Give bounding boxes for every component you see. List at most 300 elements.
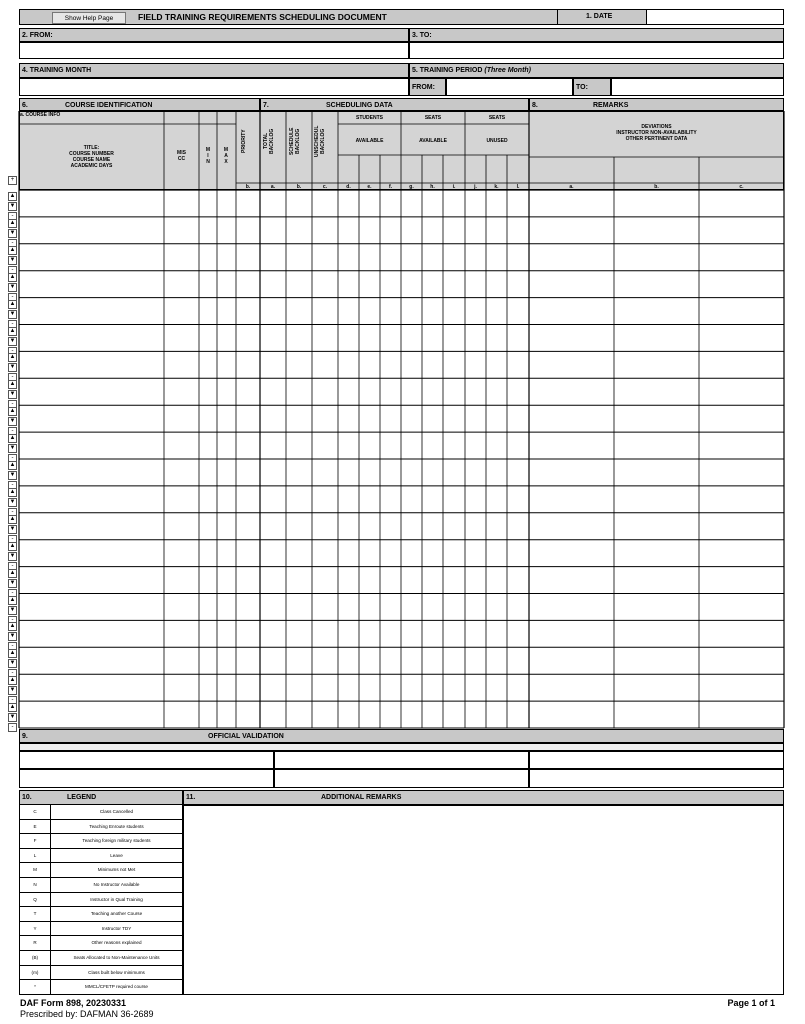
- row-cell[interactable]: [313, 299, 337, 324]
- row-cell[interactable]: [339, 621, 358, 646]
- row-cell[interactable]: [700, 541, 783, 566]
- move-row-up-button[interactable]: ▲: [9, 435, 16, 442]
- row-cell[interactable]: [530, 621, 613, 646]
- row-cell[interactable]: [218, 514, 235, 539]
- row-cell[interactable]: [165, 675, 198, 700]
- row-cell[interactable]: [615, 326, 698, 351]
- row-cell[interactable]: [530, 541, 613, 566]
- row-cell[interactable]: [444, 621, 464, 646]
- course-title-cell[interactable]: [20, 379, 163, 404]
- row-cell[interactable]: [508, 406, 528, 431]
- row-cell[interactable]: [530, 702, 613, 727]
- row-cell[interactable]: [218, 326, 235, 351]
- row-cell[interactable]: [165, 326, 198, 351]
- row-cell[interactable]: [444, 406, 464, 431]
- row-cell[interactable]: [165, 514, 198, 539]
- row-cell[interactable]: [339, 326, 358, 351]
- row-cell[interactable]: [615, 379, 698, 404]
- row-cell[interactable]: [261, 460, 285, 485]
- row-cell[interactable]: [700, 245, 783, 270]
- row-cell[interactable]: [339, 595, 358, 620]
- row-cell[interactable]: [339, 191, 358, 216]
- row-cell[interactable]: [700, 460, 783, 485]
- row-cell[interactable]: [530, 299, 613, 324]
- row-cell[interactable]: [530, 326, 613, 351]
- row-cell[interactable]: [444, 299, 464, 324]
- row-cell[interactable]: [200, 568, 216, 593]
- course-title-cell[interactable]: [20, 352, 163, 377]
- row-cell[interactable]: [237, 702, 259, 727]
- row-cell[interactable]: [200, 406, 216, 431]
- course-title-cell[interactable]: [20, 433, 163, 458]
- row-cell[interactable]: [218, 245, 235, 270]
- row-cell[interactable]: [218, 352, 235, 377]
- row-cell[interactable]: [444, 595, 464, 620]
- row-cell[interactable]: [487, 675, 506, 700]
- row-cell[interactable]: [360, 299, 379, 324]
- row-cell[interactable]: [218, 702, 235, 727]
- row-cell[interactable]: [261, 675, 285, 700]
- row-cell[interactable]: [165, 218, 198, 243]
- row-cell[interactable]: [700, 406, 783, 431]
- row-cell[interactable]: [402, 648, 421, 673]
- move-row-down-button[interactable]: ▼: [9, 687, 16, 694]
- row-cell[interactable]: [237, 326, 259, 351]
- row-cell[interactable]: [261, 379, 285, 404]
- move-row-up-button[interactable]: ▲: [9, 354, 16, 361]
- row-cell[interactable]: [530, 379, 613, 404]
- row-cell[interactable]: [339, 648, 358, 673]
- row-cell[interactable]: [261, 702, 285, 727]
- row-cell[interactable]: [165, 191, 198, 216]
- row-cell[interactable]: [360, 245, 379, 270]
- row-cell[interactable]: [313, 433, 337, 458]
- row-cell[interactable]: [402, 272, 421, 297]
- row-cell[interactable]: [200, 487, 216, 512]
- row-cell[interactable]: [615, 595, 698, 620]
- row-cell[interactable]: [381, 326, 400, 351]
- row-cell[interactable]: [313, 675, 337, 700]
- remove-row-button[interactable]: -: [8, 642, 17, 651]
- row-cell[interactable]: [466, 379, 485, 404]
- course-title-cell[interactable]: [20, 675, 163, 700]
- row-cell[interactable]: [402, 487, 421, 512]
- row-cell[interactable]: [381, 245, 400, 270]
- row-cell[interactable]: [237, 272, 259, 297]
- row-cell[interactable]: [466, 299, 485, 324]
- row-cell[interactable]: [487, 621, 506, 646]
- row-cell[interactable]: [360, 568, 379, 593]
- row-cell[interactable]: [466, 702, 485, 727]
- row-cell[interactable]: [339, 379, 358, 404]
- row-cell[interactable]: [700, 352, 783, 377]
- row-cell[interactable]: [423, 702, 442, 727]
- row-cell[interactable]: [237, 191, 259, 216]
- row-cell[interactable]: [218, 621, 235, 646]
- remove-row-button[interactable]: -: [8, 669, 17, 678]
- row-cell[interactable]: [423, 460, 442, 485]
- row-cell[interactable]: [218, 648, 235, 673]
- row-cell[interactable]: [200, 595, 216, 620]
- remove-row-button[interactable]: -: [8, 427, 17, 436]
- row-cell[interactable]: [381, 514, 400, 539]
- row-cell[interactable]: [313, 379, 337, 404]
- remove-row-button[interactable]: -: [8, 212, 17, 221]
- row-cell[interactable]: [530, 568, 613, 593]
- validation-field-2b[interactable]: [274, 769, 529, 788]
- row-cell[interactable]: [487, 326, 506, 351]
- row-cell[interactable]: [381, 541, 400, 566]
- row-cell[interactable]: [466, 218, 485, 243]
- row-cell[interactable]: [615, 702, 698, 727]
- row-cell[interactable]: [402, 702, 421, 727]
- row-cell[interactable]: [200, 218, 216, 243]
- row-cell[interactable]: [287, 568, 311, 593]
- row-cell[interactable]: [218, 568, 235, 593]
- move-row-down-button[interactable]: ▼: [9, 445, 16, 452]
- move-row-up-button[interactable]: ▲: [9, 542, 16, 549]
- row-cell[interactable]: [313, 191, 337, 216]
- row-cell[interactable]: [287, 191, 311, 216]
- row-cell[interactable]: [200, 299, 216, 324]
- row-cell[interactable]: [313, 245, 337, 270]
- row-cell[interactable]: [402, 406, 421, 431]
- move-row-down-button[interactable]: ▼: [9, 337, 16, 344]
- row-cell[interactable]: [700, 675, 783, 700]
- row-cell[interactable]: [165, 272, 198, 297]
- move-row-up-button[interactable]: ▲: [9, 596, 16, 603]
- row-cell[interactable]: [508, 568, 528, 593]
- row-cell[interactable]: [237, 299, 259, 324]
- course-title-cell[interactable]: [20, 460, 163, 485]
- row-cell[interactable]: [200, 702, 216, 727]
- row-cell[interactable]: [508, 702, 528, 727]
- move-row-down-button[interactable]: ▼: [9, 472, 16, 478]
- move-row-up-button[interactable]: ▲: [9, 462, 16, 468]
- row-cell[interactable]: [237, 595, 259, 620]
- row-cell[interactable]: [402, 245, 421, 270]
- row-cell[interactable]: [487, 352, 506, 377]
- course-title-cell[interactable]: [20, 406, 163, 431]
- row-cell[interactable]: [444, 218, 464, 243]
- row-cell[interactable]: [615, 433, 698, 458]
- row-cell[interactable]: [615, 514, 698, 539]
- row-cell[interactable]: [530, 460, 613, 485]
- course-title-cell[interactable]: [20, 272, 163, 297]
- row-cell[interactable]: [508, 379, 528, 404]
- course-title-cell[interactable]: [20, 218, 163, 243]
- row-cell[interactable]: [200, 352, 216, 377]
- row-cell[interactable]: [287, 595, 311, 620]
- row-cell[interactable]: [313, 541, 337, 566]
- row-cell[interactable]: [218, 191, 235, 216]
- row-cell[interactable]: [487, 379, 506, 404]
- row-cell[interactable]: [615, 460, 698, 485]
- row-cell[interactable]: [444, 675, 464, 700]
- row-cell[interactable]: [402, 595, 421, 620]
- row-cell[interactable]: [402, 299, 421, 324]
- row-cell[interactable]: [218, 379, 235, 404]
- row-cell[interactable]: [444, 487, 464, 512]
- row-cell[interactable]: [487, 487, 506, 512]
- move-row-down-button[interactable]: ▼: [9, 203, 16, 209]
- row-cell[interactable]: [423, 406, 442, 431]
- row-cell[interactable]: [423, 568, 442, 593]
- row-cell[interactable]: [200, 272, 216, 297]
- row-cell[interactable]: [508, 433, 528, 458]
- row-cell[interactable]: [218, 595, 235, 620]
- row-cell[interactable]: [615, 487, 698, 512]
- row-cell[interactable]: [287, 433, 311, 458]
- row-cell[interactable]: [423, 326, 442, 351]
- move-row-down-button[interactable]: ▼: [9, 633, 16, 640]
- row-cell[interactable]: [423, 433, 442, 458]
- move-row-down-button[interactable]: ▼: [9, 525, 16, 532]
- row-cell[interactable]: [360, 433, 379, 458]
- row-cell[interactable]: [508, 352, 528, 377]
- move-row-up-button[interactable]: ▲: [9, 273, 16, 280]
- row-cell[interactable]: [615, 245, 698, 270]
- row-cell[interactable]: [313, 352, 337, 377]
- row-cell[interactable]: [402, 326, 421, 351]
- remove-row-button[interactable]: -: [8, 454, 17, 463]
- row-cell[interactable]: [287, 299, 311, 324]
- move-row-up-button[interactable]: ▲: [9, 569, 16, 576]
- row-cell[interactable]: [487, 218, 506, 243]
- row-cell[interactable]: [423, 379, 442, 404]
- move-row-up-button[interactable]: ▲: [9, 650, 16, 657]
- row-cell[interactable]: [339, 406, 358, 431]
- move-row-up-button[interactable]: ▲: [9, 704, 16, 711]
- row-cell[interactable]: [466, 487, 485, 512]
- remove-row-button[interactable]: -: [8, 481, 17, 490]
- course-title-cell[interactable]: [20, 326, 163, 351]
- row-cell[interactable]: [261, 595, 285, 620]
- row-cell[interactable]: [530, 272, 613, 297]
- row-cell[interactable]: [487, 648, 506, 673]
- row-cell[interactable]: [381, 379, 400, 404]
- row-cell[interactable]: [487, 568, 506, 593]
- row-cell[interactable]: [423, 218, 442, 243]
- row-cell[interactable]: [530, 514, 613, 539]
- move-row-up-button[interactable]: ▲: [9, 300, 16, 307]
- row-cell[interactable]: [508, 514, 528, 539]
- course-title-cell[interactable]: [20, 487, 163, 512]
- row-cell[interactable]: [261, 191, 285, 216]
- row-cell[interactable]: [360, 595, 379, 620]
- row-cell[interactable]: [287, 272, 311, 297]
- row-cell[interactable]: [466, 648, 485, 673]
- row-cell[interactable]: [237, 568, 259, 593]
- row-cell[interactable]: [700, 702, 783, 727]
- row-cell[interactable]: [313, 218, 337, 243]
- course-title-cell[interactable]: [20, 299, 163, 324]
- row-cell[interactable]: [423, 245, 442, 270]
- row-cell[interactable]: [444, 326, 464, 351]
- row-cell[interactable]: [381, 595, 400, 620]
- row-cell[interactable]: [360, 406, 379, 431]
- row-cell[interactable]: [381, 299, 400, 324]
- row-cell[interactable]: [615, 191, 698, 216]
- row-cell[interactable]: [218, 675, 235, 700]
- row-cell[interactable]: [339, 568, 358, 593]
- row-cell[interactable]: [530, 191, 613, 216]
- row-cell[interactable]: [381, 621, 400, 646]
- row-cell[interactable]: [530, 352, 613, 377]
- row-cell[interactable]: [313, 460, 337, 485]
- row-cell[interactable]: [218, 406, 235, 431]
- validation-field-2a[interactable]: [274, 751, 529, 769]
- row-cell[interactable]: [487, 541, 506, 566]
- row-cell[interactable]: [200, 245, 216, 270]
- row-cell[interactable]: [423, 514, 442, 539]
- row-cell[interactable]: [165, 621, 198, 646]
- row-cell[interactable]: [466, 568, 485, 593]
- add-row-button[interactable]: +: [8, 176, 17, 185]
- row-cell[interactable]: [444, 191, 464, 216]
- row-cell[interactable]: [287, 352, 311, 377]
- row-cell[interactable]: [237, 245, 259, 270]
- row-cell[interactable]: [444, 541, 464, 566]
- row-cell[interactable]: [466, 272, 485, 297]
- row-cell[interactable]: [339, 675, 358, 700]
- row-cell[interactable]: [200, 621, 216, 646]
- row-cell[interactable]: [508, 218, 528, 243]
- row-cell[interactable]: [261, 541, 285, 566]
- row-cell[interactable]: [381, 648, 400, 673]
- row-cell[interactable]: [508, 272, 528, 297]
- row-cell[interactable]: [165, 460, 198, 485]
- row-cell[interactable]: [381, 568, 400, 593]
- row-cell[interactable]: [165, 648, 198, 673]
- row-cell[interactable]: [237, 675, 259, 700]
- row-cell[interactable]: [360, 326, 379, 351]
- move-row-down-button[interactable]: ▼: [9, 256, 16, 263]
- row-cell[interactable]: [261, 487, 285, 512]
- row-cell[interactable]: [381, 218, 400, 243]
- row-cell[interactable]: [508, 675, 528, 700]
- row-cell[interactable]: [700, 272, 783, 297]
- row-cell[interactable]: [261, 218, 285, 243]
- validation-field-1a[interactable]: [19, 751, 274, 769]
- row-cell[interactable]: [423, 272, 442, 297]
- row-cell[interactable]: [313, 487, 337, 512]
- row-cell[interactable]: [466, 541, 485, 566]
- row-cell[interactable]: [287, 648, 311, 673]
- row-cell[interactable]: [615, 568, 698, 593]
- row-cell[interactable]: [261, 352, 285, 377]
- row-cell[interactable]: [381, 487, 400, 512]
- row-cell[interactable]: [287, 326, 311, 351]
- row-cell[interactable]: [466, 326, 485, 351]
- row-cell[interactable]: [487, 595, 506, 620]
- row-cell[interactable]: [444, 379, 464, 404]
- row-cell[interactable]: [402, 621, 421, 646]
- course-title-cell[interactable]: [20, 568, 163, 593]
- row-cell[interactable]: [508, 460, 528, 485]
- row-cell[interactable]: [165, 487, 198, 512]
- course-title-cell[interactable]: [20, 648, 163, 673]
- row-cell[interactable]: [381, 433, 400, 458]
- row-cell[interactable]: [700, 514, 783, 539]
- remove-row-button[interactable]: -: [8, 616, 17, 625]
- row-cell[interactable]: [287, 702, 311, 727]
- row-cell[interactable]: [360, 514, 379, 539]
- row-cell[interactable]: [200, 648, 216, 673]
- row-cell[interactable]: [261, 326, 285, 351]
- row-cell[interactable]: [615, 299, 698, 324]
- row-cell[interactable]: [237, 460, 259, 485]
- row-cell[interactable]: [200, 379, 216, 404]
- remove-row-button[interactable]: -: [8, 562, 17, 571]
- row-cell[interactable]: [339, 218, 358, 243]
- row-cell[interactable]: [700, 568, 783, 593]
- row-cell[interactable]: [261, 272, 285, 297]
- row-cell[interactable]: [444, 433, 464, 458]
- row-cell[interactable]: [313, 272, 337, 297]
- row-cell[interactable]: [200, 191, 216, 216]
- row-cell[interactable]: [261, 648, 285, 673]
- row-cell[interactable]: [402, 675, 421, 700]
- row-cell[interactable]: [218, 218, 235, 243]
- row-cell[interactable]: [700, 326, 783, 351]
- row-cell[interactable]: [165, 541, 198, 566]
- row-cell[interactable]: [402, 514, 421, 539]
- row-cell[interactable]: [237, 352, 259, 377]
- row-cell[interactable]: [200, 514, 216, 539]
- row-cell[interactable]: [313, 568, 337, 593]
- remove-row-button[interactable]: -: [8, 723, 17, 732]
- additional-remarks-field[interactable]: [183, 805, 784, 995]
- row-cell[interactable]: [261, 621, 285, 646]
- row-cell[interactable]: [287, 514, 311, 539]
- row-cell[interactable]: [313, 595, 337, 620]
- row-cell[interactable]: [339, 433, 358, 458]
- remove-row-button[interactable]: -: [8, 696, 17, 705]
- move-row-up-button[interactable]: ▲: [9, 246, 16, 253]
- row-cell[interactable]: [218, 487, 235, 512]
- row-cell[interactable]: [360, 379, 379, 404]
- row-cell[interactable]: [218, 299, 235, 324]
- row-cell[interactable]: [261, 406, 285, 431]
- row-cell[interactable]: [261, 245, 285, 270]
- row-cell[interactable]: [313, 514, 337, 539]
- move-row-down-button[interactable]: ▼: [9, 391, 16, 398]
- move-row-down-button[interactable]: ▼: [9, 579, 16, 586]
- validation-field-1b[interactable]: [19, 769, 274, 788]
- row-cell[interactable]: [381, 406, 400, 431]
- row-cell[interactable]: [466, 595, 485, 620]
- remove-row-button[interactable]: -: [8, 535, 17, 544]
- course-title-cell[interactable]: [20, 702, 163, 727]
- row-cell[interactable]: [200, 460, 216, 485]
- move-row-up-button[interactable]: ▲: [9, 408, 16, 415]
- row-cell[interactable]: [487, 245, 506, 270]
- row-cell[interactable]: [466, 245, 485, 270]
- row-cell[interactable]: [444, 352, 464, 377]
- row-cell[interactable]: [615, 218, 698, 243]
- row-cell[interactable]: [487, 433, 506, 458]
- row-cell[interactable]: [237, 541, 259, 566]
- move-row-down-button[interactable]: ▼: [9, 714, 16, 721]
- move-row-down-button[interactable]: ▼: [9, 660, 16, 667]
- remove-row-button[interactable]: -: [8, 373, 17, 382]
- row-cell[interactable]: [165, 702, 198, 727]
- row-cell[interactable]: [360, 487, 379, 512]
- row-cell[interactable]: [381, 191, 400, 216]
- move-row-up-button[interactable]: ▲: [9, 193, 16, 199]
- row-cell[interactable]: [313, 648, 337, 673]
